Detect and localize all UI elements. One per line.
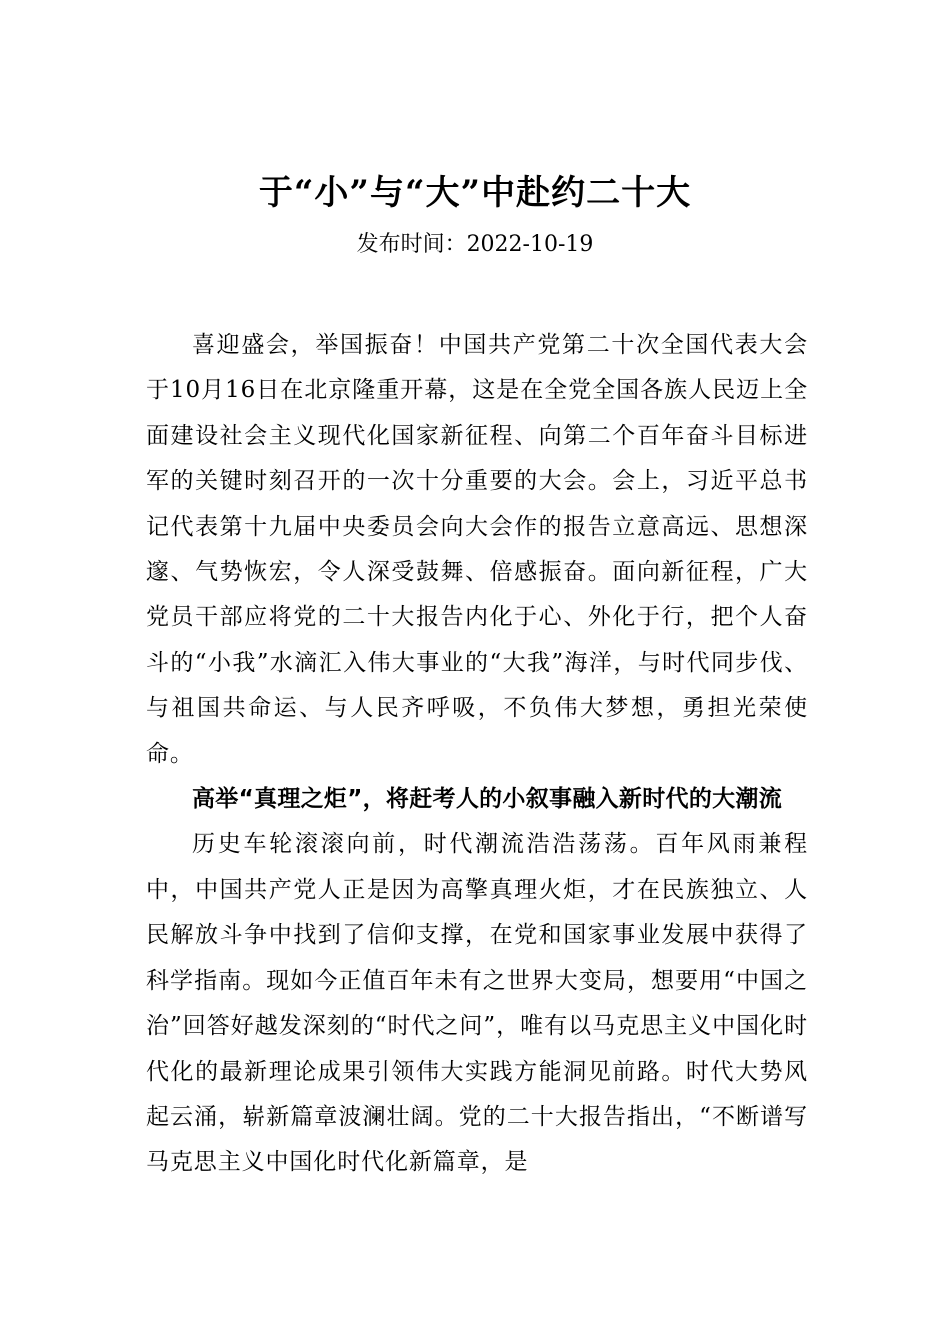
body-paragraph: 历史车轮滚滚向前，时代潮流浩浩荡荡。百年风雨兼程中，中国共产党人正是因为高擎真理火炬，才在民族独立、人民解放斗争中找到了信仰支撑，在党和国家事业发展中获得了科学指南。现如今正值百年未有之世界大变局，想要用“中国之治”回答好越发深刻的“时代之问”，唯有以马克思主义中国化时代化的最新理论成果引领伟大实践方能洞见前路。时代大势风起云涌，崭新篇章波澜壮阔。党的二十大报告指出，“不断谱写马克思主义中国化时代化新篇章，是 — [146, 831, 808, 1176]
publish-date: 发布时间：2022-10-19 — [356, 232, 594, 257]
body-paragraph: 喜迎盛会，举国振奋！中国共产党第二十次全国代表大会于10月16日在北京隆重开幕，这是在全党全国各族人民迈上全面建设社会主义现代化国家新征程、向第二个百年奋斗目标进军的关键时刻召开的一次十分重要的大会。会上，习近平总书记代表第十九届中央委员会向大会作的报告立意高远、思想深邃、气势恢宏，令人深受鼓舞、倍感振奋。面向新征程，广大党员干部应将党的二十大报告内化于心、外化于行，把个人奋斗的“小我”水滴汇入伟大事业的“大我”海洋，与时代同步伐、与祖国共命运、与人民齐呼吸，不负伟大梦想，勇担光荣使命。 — [146, 332, 808, 767]
section-heading: 高举“真理之炬”，将赶考人的小叙事融入新时代的大潮流 — [192, 786, 783, 813]
document-title: 于“小”与“大”中赴约二十大 — [258, 173, 692, 213]
document-body — [146, 323, 808, 1186]
